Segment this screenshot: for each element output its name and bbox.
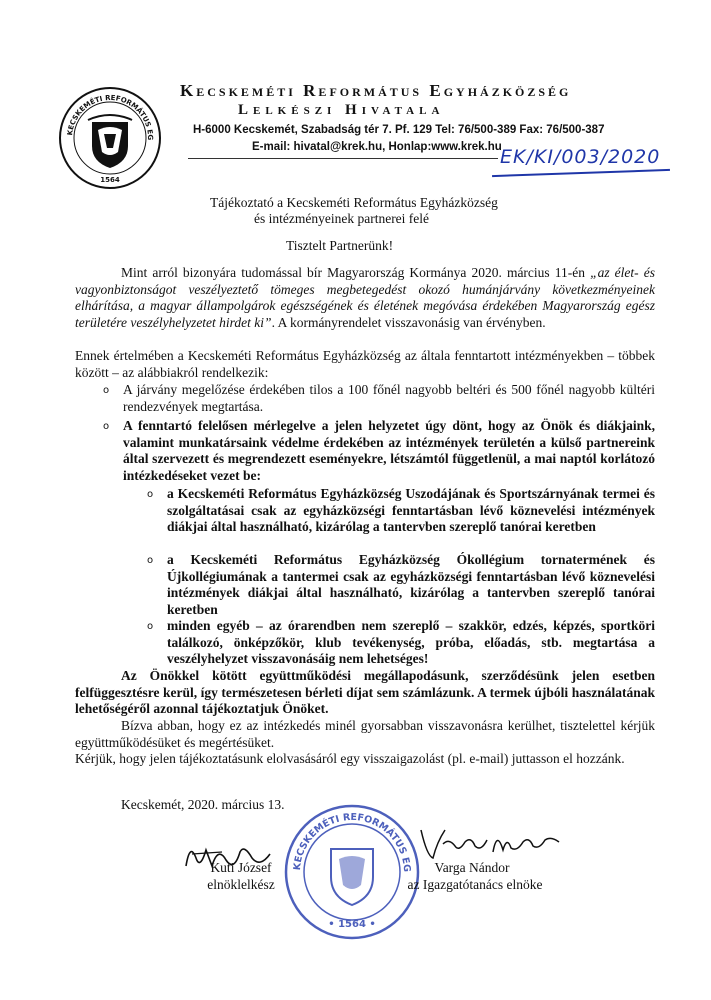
- svg-text:KECSKEMÉTI REFORMÁTUS EGYHÁZKÖ: KECSKEMÉTI REFORMÁTUS EG: [291, 811, 413, 873]
- left-signatory-name: Kuti József: [210, 860, 272, 875]
- sub-item-other: minden egyéb – az órarendben nem szereplő – szakkör, edzés, képzés, sportköri találkozó, önképzőkör, klub tevékenység, próba, előadás, stb. megtartása a veszélyhelyzet visszavonásáig nem lehetséges!: [167, 618, 655, 666]
- bullet-marker: o: [103, 385, 110, 396]
- registry-number: EK/KI/003/2020: [500, 146, 661, 168]
- sub-item-pool: a Kecskeméti Református Egyházközség Uszodájának és Sportszárnyának termei és szolgáltatásai csak az egyházközségi fenntartásban lévő köznevelési intézmények diákjai által használható, kizárólag a tantervben szereplő tanórai keretben: [167, 486, 655, 534]
- church-seal-logo: [58, 86, 162, 190]
- office-name: Lelkészi Hivatala: [238, 102, 445, 118]
- left-signatory-title: elnöklelkész: [207, 877, 275, 892]
- right-signatory-name: Varga Nándor: [434, 860, 510, 875]
- sub-item-college: a Kecskeméti Református Egyházközség Ókollégium tornatermének és Újkollégiumának a tantermei csak az egyházközségi fenntartásban lévő köznevelési intézmények diákjai által használható, kizárólag a tantervben szereplő tanórai keretben: [167, 552, 655, 617]
- decision-paragraph: Ennek értelmében a Kecskeméti Református Egyházközség az általa fenntartott intézményekben – többek között – az alábbiakról rendelkezik:: [75, 348, 655, 380]
- right-signatory-title: az Igazgatótanács elnöke: [407, 877, 543, 892]
- decree-quote: „az élet- és vagyonbiztonságot veszélyeztető tömeges megbetegedést okozó humánjárvány következményeinek elhárítása, a magyar állampolgárok egészségének és életének megóvása érdekében Magyarország egész területére veszélyhelyzetet hirdet ki”: [75, 265, 655, 330]
- svg-text:KECSKEMÉTI REFORMÁTUS EGYHÁZKÖ: KECSKEMÉTI REFORMÁTUS EG: [66, 93, 155, 141]
- place-and-date: Kecskemét, 2020. március 13.: [121, 797, 285, 812]
- contact-line: E-mail: hivatal@krek.hu, Honlap:www.krek.hu: [252, 141, 502, 153]
- bullet-item-event-ban: A járvány megelőzése érdekében tilos a 100 főnél nagyobb beltéri és 500 főnél nagyobb kültéri rendezvények megtartása.: [123, 382, 655, 414]
- cooperation-paragraph: Bízva abban, hogy ez az intézkedés minél gyorsabban visszavonásra kerülhet, tisztelettel kérjük együttműködésüket és megértésüket.: [75, 718, 655, 750]
- intro-text: Mint arról bizonyára tudomással bír Magyarország Kormánya 2020. március 11-én: [121, 265, 591, 280]
- suspension-paragraph: Az Önökkel kötött együttműködési megállapodásunk, szerződésünk jelen esetben felfüggesztésre kerül, így természetesen bérleti díjat sem számlázunk. A termek újbóli használatának lehetőségéről azonnal tájékoztatjuk Önöket.: [75, 668, 655, 716]
- official-stamp: [283, 803, 421, 941]
- header-divider: [188, 158, 498, 159]
- salutation: Tisztelt Partnerünk!: [286, 238, 394, 253]
- title-line-1: Tájékoztató a Kecskeméti Református Egyházközség: [210, 195, 498, 210]
- organization-name: Kecskeméti Református Egyházközség: [180, 81, 572, 100]
- sub-bullet-marker: o: [147, 555, 154, 566]
- sub-bullet-marker: o: [147, 489, 154, 500]
- address-line: H-6000 Kecskemét, Szabadság tér 7. Pf. 129 Tel: 76/500-389 Fax: 76/500-387: [193, 124, 605, 136]
- title-line-2: és intézményeinek partnerei felé: [254, 211, 430, 226]
- svg-text:• 1564 •: • 1564 •: [328, 919, 376, 930]
- confirmation-paragraph: Kérjük, hogy jelen tájékoztatásunk elolvasásáról egy visszaigazolást (pl. e-mail) juttasson el hozzánk.: [75, 751, 625, 766]
- intro-paragraph: [75, 265, 655, 331]
- registry-underline: [492, 169, 670, 177]
- bullet-item-restrictions: A fenntartó felelősen mérlegelve a jelen helyzetet úgy dönt, hogy az Önök és diákjaink, valamint munkatársaink védelme érdekében az intézmények területén a külső partnereink által szervezett és megrendezett eseményekre, létszámtól függetlenül, a mai naptól korlátozó intézkedéseket vezet be:: [123, 418, 655, 483]
- bullet-marker: o: [103, 421, 110, 432]
- intro-text-end: . A kormányrendelet visszavonásig van érvényben.: [271, 314, 546, 330]
- svg-text:1564: 1564: [100, 176, 120, 184]
- sub-bullet-marker: o: [147, 621, 154, 632]
